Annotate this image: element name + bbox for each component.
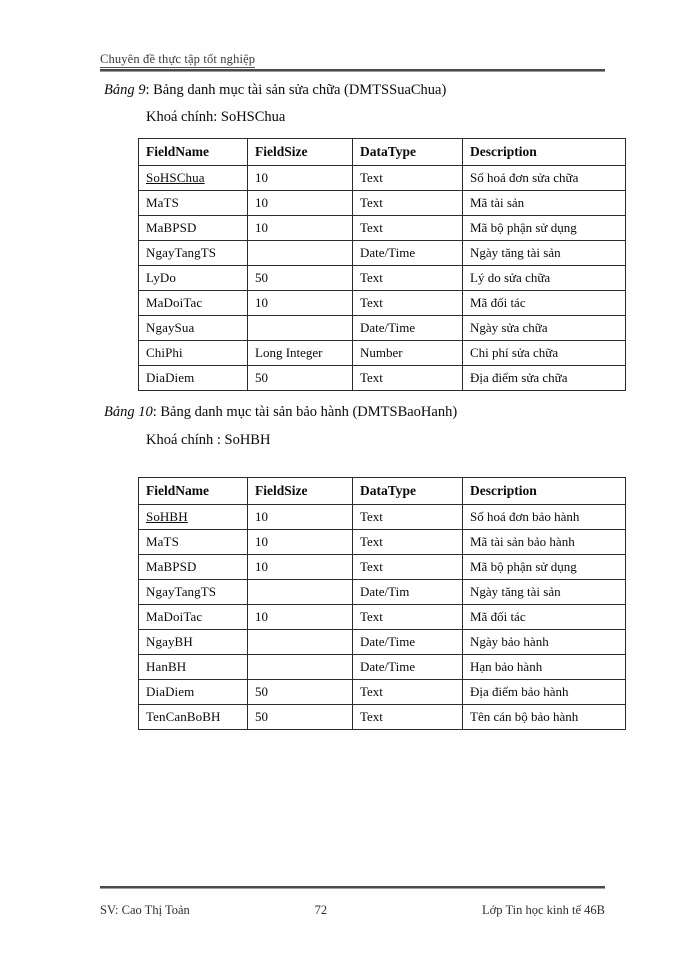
table-row — [139, 705, 626, 730]
table-row — [139, 216, 626, 241]
table-row — [139, 191, 626, 216]
cell-fieldsize — [248, 655, 353, 680]
cell-fieldname: LyDo — [139, 266, 248, 291]
table-row — [139, 555, 626, 580]
table-row — [139, 291, 626, 316]
cell-datatype: Text — [353, 366, 463, 391]
cell-fieldsize: 10 — [248, 530, 353, 555]
cell-description: Hạn bảo hành — [463, 655, 626, 680]
caption-label: Bảng 9 — [104, 82, 146, 98]
table-header-row — [139, 478, 626, 505]
table-row — [139, 316, 626, 341]
cell-fieldsize: 50 — [248, 266, 353, 291]
cell-fieldname: MaTS — [139, 530, 248, 555]
cell-description: Mã đối tác — [463, 605, 626, 630]
table-row — [139, 580, 626, 605]
cell-description: Mã đối tác — [463, 291, 626, 316]
running-header — [100, 50, 605, 71]
cell-fieldsize: 10 — [248, 191, 353, 216]
primary-key-note-bang-9: Khoá chính: SoHSChua — [146, 109, 286, 125]
table-body — [139, 166, 626, 391]
table-row — [139, 605, 626, 630]
cell-fieldname: NgaySua — [139, 316, 248, 341]
cell-datatype: Text — [353, 216, 463, 241]
cell-fieldsize: 50 — [248, 680, 353, 705]
table-row — [139, 655, 626, 680]
cell-fieldname: MaDoiTac — [139, 605, 248, 630]
cell-fieldname: ChiPhi — [139, 341, 248, 366]
cell-fieldname: MaDoiTac — [139, 291, 248, 316]
cell-datatype: Date/Time — [353, 655, 463, 680]
table-row — [139, 241, 626, 266]
cell-fieldname: DiaDiem — [139, 366, 248, 391]
table-row — [139, 630, 626, 655]
column-header-fieldname: FieldName — [139, 478, 248, 505]
cell-fieldname: NgayTangTS — [139, 580, 248, 605]
cell-fieldsize: 10 — [248, 555, 353, 580]
footer-author: SV: Cao Thị Toản — [100, 903, 190, 917]
data-dictionary-table-bang-10 — [138, 477, 626, 730]
cell-datatype: Text — [353, 530, 463, 555]
cell-description: Ngày bảo hành — [463, 630, 626, 655]
cell-datatype: Date/Tim — [353, 580, 463, 605]
cell-datatype: Text — [353, 680, 463, 705]
table-row — [139, 530, 626, 555]
cell-datatype: Text — [353, 505, 463, 530]
column-header-fieldsize: FieldSize — [248, 139, 353, 166]
cell-datatype: Date/Time — [353, 630, 463, 655]
cell-datatype: Text — [353, 555, 463, 580]
cell-datatype: Text — [353, 166, 463, 191]
table-body — [139, 505, 626, 730]
cell-fieldname: MaBPSD — [139, 216, 248, 241]
cell-description: Ngày tăng tài sản — [463, 241, 626, 266]
cell-datatype: Number — [353, 341, 463, 366]
cell-fieldname: SoHSChua — [139, 166, 248, 191]
data-dictionary-table-bang-9 — [138, 138, 626, 391]
column-header-description: Description — [463, 139, 626, 166]
table-caption-bang-10 — [104, 404, 457, 421]
cell-description: Chi phí sửa chữa — [463, 341, 626, 366]
cell-fieldname: NgayTangTS — [139, 241, 248, 266]
table-row — [139, 341, 626, 366]
cell-description: Mã bộ phận sử dụng — [463, 216, 626, 241]
cell-fieldsize: 10 — [248, 166, 353, 191]
column-header-fieldname: FieldName — [139, 139, 248, 166]
cell-fieldsize: 10 — [248, 291, 353, 316]
cell-fieldsize — [248, 316, 353, 341]
cell-fieldname: NgayBH — [139, 630, 248, 655]
cell-datatype: Date/Time — [353, 241, 463, 266]
cell-description: Tên cán bộ bảo hành — [463, 705, 626, 730]
table-row — [139, 166, 626, 191]
cell-description: Số hoá đơn bảo hành — [463, 505, 626, 530]
cell-fieldsize: 10 — [248, 605, 353, 630]
caption-text: : Bảng danh mục tài sản bảo hành (DMTSBaoHanh) — [152, 404, 458, 420]
column-header-datatype: DataType — [353, 478, 463, 505]
column-header-description: Description — [463, 478, 626, 505]
cell-fieldsize — [248, 241, 353, 266]
cell-description: Lý do sửa chữa — [463, 266, 626, 291]
cell-fieldsize: Long Integer — [248, 341, 353, 366]
cell-fieldsize: 50 — [248, 705, 353, 730]
table-header-row — [139, 139, 626, 166]
table-row — [139, 680, 626, 705]
cell-fieldname: DiaDiem — [139, 680, 248, 705]
cell-datatype: Text — [353, 605, 463, 630]
table-caption-bang-9 — [104, 82, 446, 99]
table-row — [139, 366, 626, 391]
caption-label: Bảng 10 — [104, 404, 153, 420]
cell-description: Mã tài sản — [463, 191, 626, 216]
page-footer — [100, 903, 605, 918]
cell-description: Ngày sửa chữa — [463, 316, 626, 341]
column-header-datatype: DataType — [353, 139, 463, 166]
footer-rule — [100, 886, 605, 888]
table-row — [139, 505, 626, 530]
primary-key-note-bang-10: Khoá chính : SoHBH — [146, 432, 271, 448]
cell-fieldsize: 10 — [248, 216, 353, 241]
cell-datatype: Text — [353, 291, 463, 316]
running-header-rule — [100, 69, 605, 71]
footer-page-number: 72 — [314, 903, 328, 917]
table-row — [139, 266, 626, 291]
footer-class: Lớp Tin học kinh tế 46B — [482, 903, 605, 917]
cell-datatype: Text — [353, 191, 463, 216]
cell-fieldname: MaTS — [139, 191, 248, 216]
caption-text: : Bảng danh mục tài sản sửa chữa (DMTSSuaChua) — [145, 82, 447, 98]
cell-description: Địa điểm bảo hành — [463, 680, 626, 705]
cell-fieldname: HanBH — [139, 655, 248, 680]
cell-description: Mã tài sản bảo hành — [463, 530, 626, 555]
cell-description: Địa điểm sửa chữa — [463, 366, 626, 391]
cell-fieldname: SoHBH — [139, 505, 248, 530]
cell-fieldsize — [248, 580, 353, 605]
cell-datatype: Date/Time — [353, 316, 463, 341]
cell-fieldname: MaBPSD — [139, 555, 248, 580]
cell-datatype: Text — [353, 705, 463, 730]
cell-fieldsize — [248, 630, 353, 655]
cell-fieldname: TenCanBoBH — [139, 705, 248, 730]
cell-description: Mã bộ phận sử dụng — [463, 555, 626, 580]
cell-datatype: Text — [353, 266, 463, 291]
running-header-text: Chuyên đề thực tập tốt nghiệp — [100, 52, 255, 68]
cell-description: Số hoá đơn sửa chữa — [463, 166, 626, 191]
cell-description: Ngày tăng tài sản — [463, 580, 626, 605]
column-header-fieldsize: FieldSize — [248, 478, 353, 505]
cell-fieldsize: 10 — [248, 505, 353, 530]
cell-fieldsize: 50 — [248, 366, 353, 391]
